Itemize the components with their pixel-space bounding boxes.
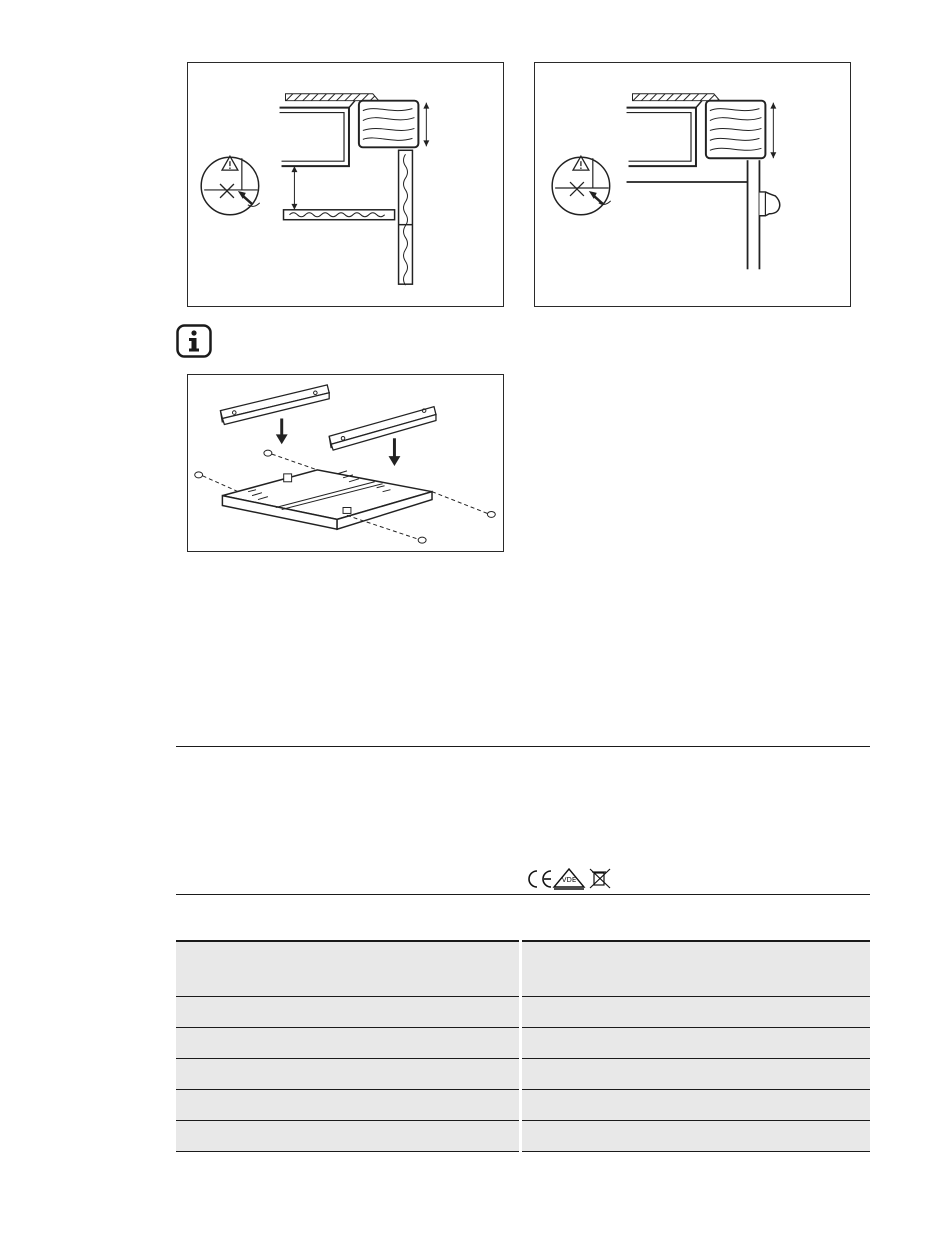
mounting-kit-drawing	[188, 375, 503, 551]
specification-table	[176, 940, 870, 1152]
info-icon	[176, 324, 212, 358]
table-cell	[520, 1058, 870, 1089]
table-cell	[520, 1089, 870, 1120]
table-header-cell	[520, 941, 870, 996]
section-divider	[176, 746, 870, 747]
table-cell	[520, 996, 870, 1027]
drawer-installation-drawing	[188, 63, 503, 306]
table-cell	[176, 1120, 520, 1151]
table-cell	[520, 1120, 870, 1151]
table-row	[176, 1058, 870, 1089]
mounting-kit-figure	[187, 374, 504, 552]
table-header-cell	[176, 941, 520, 996]
door-installation-drawing	[535, 63, 850, 306]
section-divider	[176, 894, 870, 895]
table-cell	[176, 1027, 520, 1058]
ce-mark-icon	[529, 871, 551, 887]
weee-bin-icon	[590, 869, 610, 888]
installation-figure-drawer	[187, 62, 504, 307]
table-header-row	[176, 941, 870, 996]
svg-text:VDE: VDE	[561, 876, 577, 884]
certification-marks	[524, 866, 620, 892]
table-row	[176, 1089, 870, 1120]
table-row	[176, 996, 870, 1027]
table-row	[176, 1120, 870, 1151]
installation-figure-door	[534, 62, 851, 307]
vde-mark-icon	[554, 869, 584, 889]
table-cell	[520, 1027, 870, 1058]
table-cell	[176, 996, 520, 1027]
table-row	[176, 1027, 870, 1058]
table-cell	[176, 1089, 520, 1120]
table-cell	[176, 1058, 520, 1089]
